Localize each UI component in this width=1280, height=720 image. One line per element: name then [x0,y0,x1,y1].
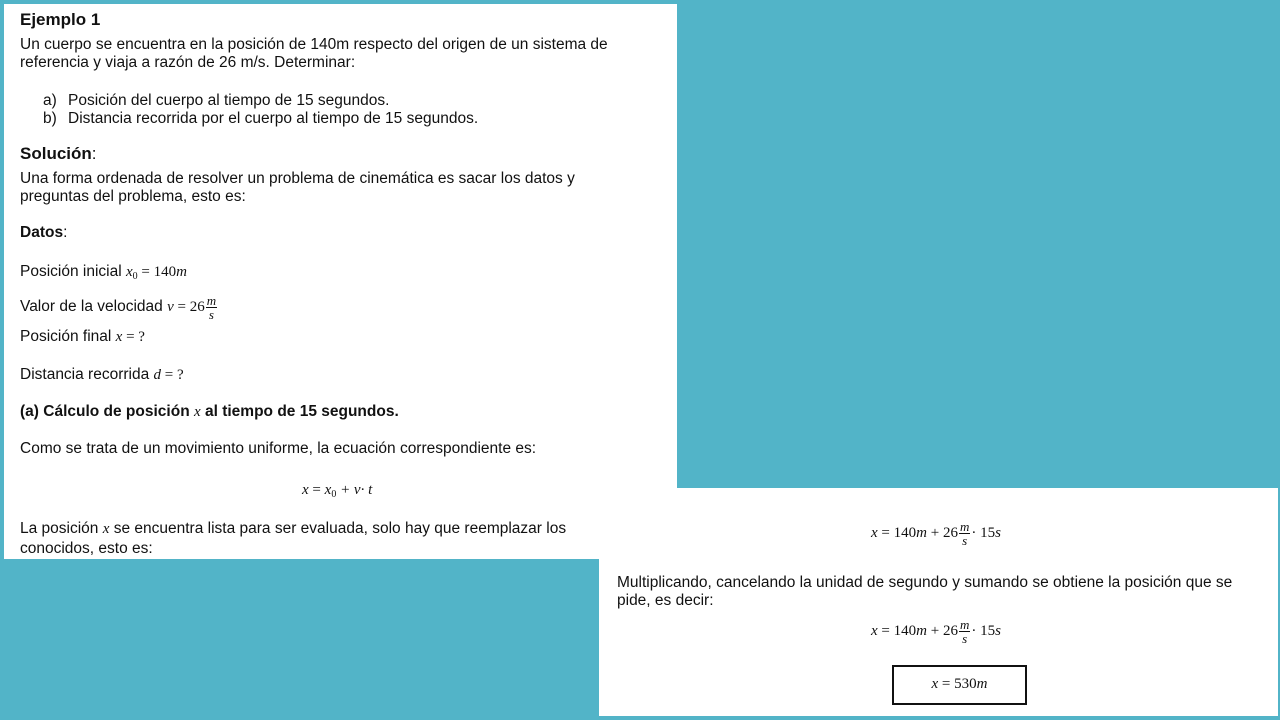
result-equation: x = 530m [931,676,988,692]
datos-heading: Datos: [20,224,68,241]
uniform-motion-text: Como se trata de un movimiento uniforme, la ecuación correspondiente es: [20,440,537,457]
distance-row: Distancia recorrida d = ? [20,366,184,383]
continuation-page [599,488,1278,716]
solution-heading: Solución: [20,144,97,163]
velocity-formula: v = 26 $\frac{m}{s}$ [167,293,217,323]
statement-line-1: Un cuerpo se encuentra en la posición de 140m respecto del origen de un sistema de [20,36,608,53]
solution-intro-line-1: Una forma ordenada de resolver un problema de cinemática es sacar los datos y [20,170,575,187]
example-title: Ejemplo 1 [20,10,101,29]
initial-position-row: Posición inicial $x_0 = 140m$ [20,263,187,282]
item-b-marker: b) [43,110,57,127]
solution-intro-line-2: preguntas del problema, esto es: [20,188,246,205]
final-position-formula: x = ? [115,329,145,345]
multiply-line-1: Multiplicando, cancelando la unidad de segundo y sumando se obtiene la posición que se [617,574,1233,591]
initial-position-formula: $x_0 = 140m$ [125,264,187,282]
result-box [892,665,1027,705]
distance-formula: d = ? [153,367,184,383]
final-position-row: Posición final x = ? [20,328,145,345]
item-a-text: Posición del cuerpo al tiempo de 15 segundos. [68,92,390,109]
velocity-row: Valor de la velocidad v = 26 $\frac{m}{s}$ [20,293,217,323]
uniform-motion-equation: $x = x_0 + v\cdot t$ [302,482,373,500]
statement-line-2: referencia y viaja a razón de 26 m/s. Determinar: [20,54,356,71]
multiply-line-2: pide, es decir: [617,592,714,609]
substitution-equation-repeat: x = 140m + 26 $\frac{m}{s}$ · 15s [871,617,1001,647]
problem-page [4,4,677,559]
evaluate-line-1: La posición x se encuentra lista para ser evaluada, solo hay que reemplazar los [20,520,567,537]
item-a-marker: a) [43,92,57,109]
evaluate-line-2: conocidos, esto es: [20,540,153,557]
item-b-text: Distancia recorrida por el cuerpo al tiempo de 15 segundos. [68,110,479,127]
part-a-heading: (a) Cálculo de posición x al tiempo de 15 segundos. [20,403,399,420]
substitution-equation: x = 140m + 26 $\frac{m}{s}$ · 15s [871,519,1001,549]
